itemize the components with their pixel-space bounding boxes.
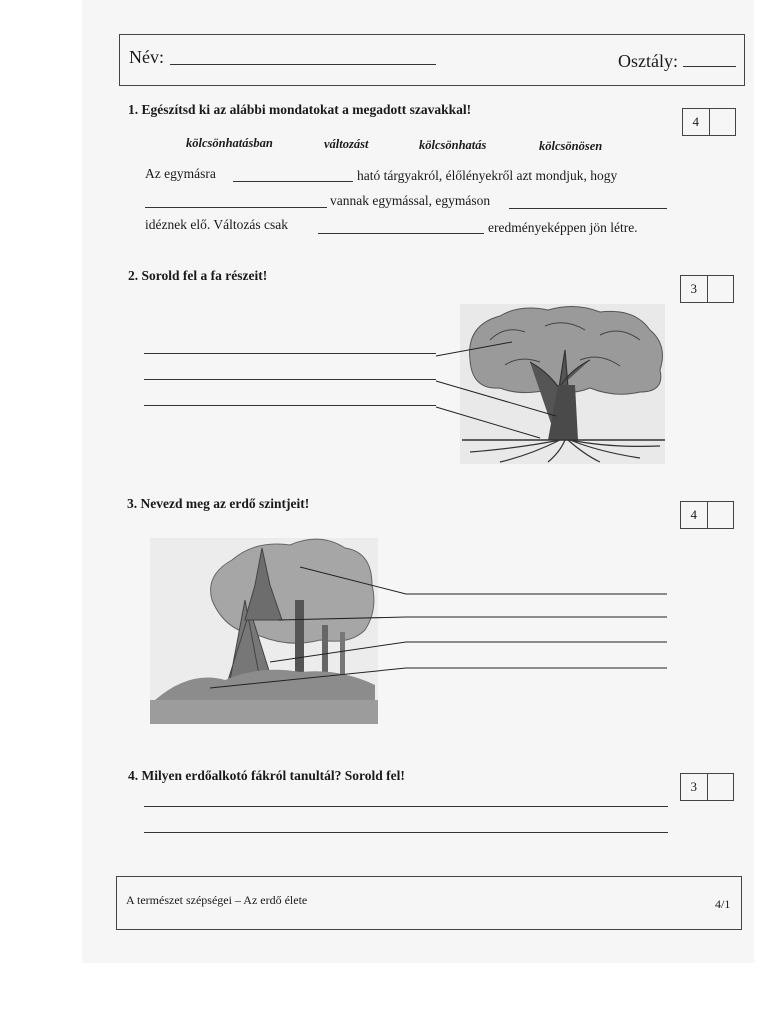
answer-line[interactable] xyxy=(144,806,668,807)
class-label: Osztály: xyxy=(618,51,678,71)
answer-line[interactable] xyxy=(144,832,668,833)
sentence-text: idéznek elő. Változás csak xyxy=(145,217,288,232)
word-bank-item: kölcsönhatásban xyxy=(186,136,273,150)
name-label: Név: xyxy=(129,47,164,67)
word-bank-item: kölcsönhatás xyxy=(419,138,487,152)
question-4-title: 4. Milyen erdőalkotó fákról tanultál? Sorold fel! xyxy=(128,768,405,783)
question-4-score-field[interactable] xyxy=(707,774,734,800)
question-2-points: 3 xyxy=(690,281,697,296)
forest-drawing xyxy=(150,538,378,724)
question-3-points: 4 xyxy=(690,507,697,522)
footer-title: A természet szépségei – Az erdő élete xyxy=(126,893,308,907)
sentence-text: vannak egymással, egymáson xyxy=(330,193,491,208)
question-1-title: 1. Egészítsd ki az alábbi mondatokat a megadott szavakkal! xyxy=(128,102,472,117)
question-4-points: 3 xyxy=(690,779,697,794)
question-1-points: 4 xyxy=(692,114,699,129)
question-2-title: 2. Sorold fel a fa részeit! xyxy=(128,268,268,283)
page-number: 4/1 xyxy=(715,897,731,911)
word-bank-item: változást xyxy=(324,137,369,151)
question-3-title: 3. Nevezd meg az erdő szintjeit! xyxy=(127,496,310,511)
sentence-text: eredményeképpen jön létre. xyxy=(488,220,638,235)
sentence-text: ható tárgyakról, élőlényekről azt mondjuk, hogy xyxy=(357,168,618,183)
question-4-score-box[interactable] xyxy=(680,773,734,801)
sentence-text: Az egymásra xyxy=(145,166,216,181)
word-bank-item: kölcsönösen xyxy=(539,139,603,153)
